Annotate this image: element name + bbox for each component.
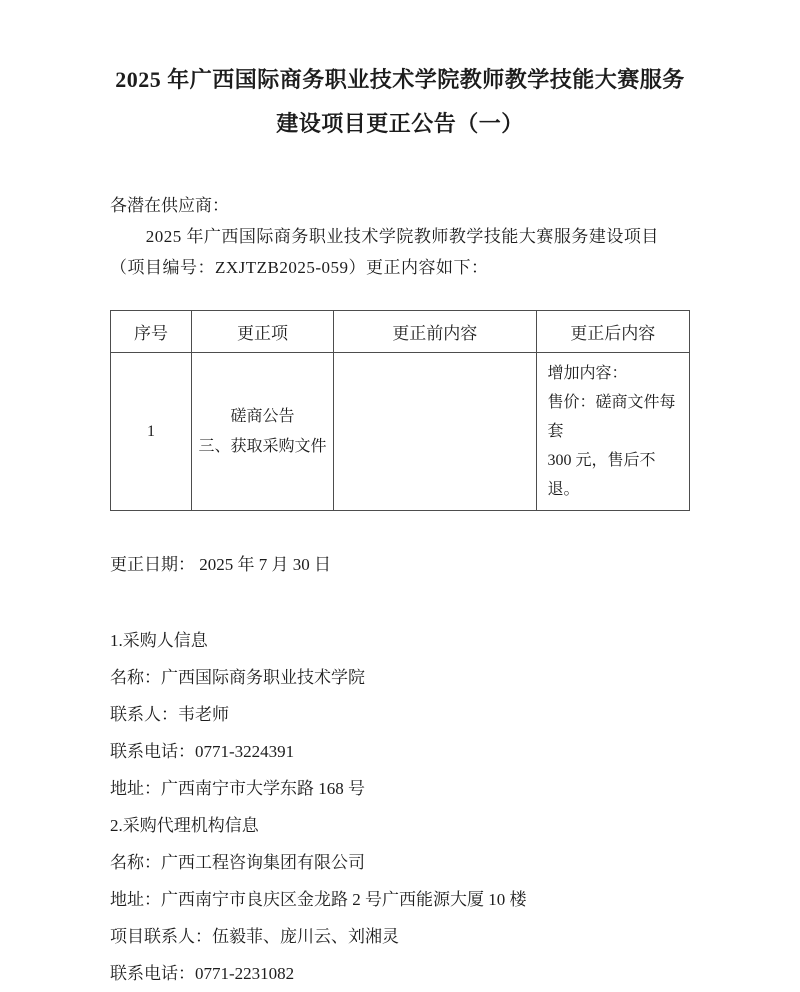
cell-content-after [536,353,689,511]
agency-contacts: 项目联系人：伍毅菲、庞川云、刘湘灵 [110,927,399,946]
contact-info-section [110,622,690,992]
content-after-line: 售价：磋商文件每套 [547,394,676,440]
intro-paragraph: 2025 年广西国际商务职业技术学院教师教学技能大赛服务建设项目（项目编号：ZXJTZB2025-059）更正内容如下： [110,227,659,277]
correction-date: 更正日期： 2025 年 7 月 30 日 [110,555,331,574]
correction-item-line: 磋商公告 [230,407,295,425]
cell-correction-item [192,353,334,511]
purchaser-phone: 联系电话：0771-3224391 [110,742,295,761]
column-header-seq: 序号 [111,311,192,353]
purchaser-contact: 联系人：韦老师 [110,705,229,724]
table-row [111,353,690,511]
correction-table [110,310,690,511]
title-line-2: 建设项目更正公告（一） [276,111,524,136]
table-header-row [111,311,690,353]
salutation: 各潜在供应商： [110,196,229,215]
purchaser-address: 地址：广西南宁市大学东路 168 号 [110,779,365,798]
purchaser-name: 名称：广西国际商务职业技术学院 [110,668,365,687]
column-header-content-before: 更正前内容 [333,311,536,353]
column-header-content-after: 更正后内容 [536,311,689,353]
agency-address: 地址：广西南宁市良庆区金龙路 2 号广西能源大厦 10 楼 [110,890,527,909]
cell-content-before [333,353,536,511]
purchaser-heading: 1.采购人信息 [110,631,208,650]
document-title [110,0,690,146]
agency-name: 名称：广西工程咨询集团有限公司 [110,853,365,872]
title-line-1: 2025 年广西国际商务职业技术学院教师教学技能大赛服务 [115,67,685,92]
agency-heading: 2.采购代理机构信息 [110,816,259,835]
content-after-line: 300 元，售后不退。 [547,452,656,498]
content-after-text [537,353,689,510]
correction-item-line: 三、获取采购文件 [198,437,327,455]
agency-phone: 联系电话：0771-2231082 [110,964,295,983]
cell-seq: 1 [111,353,192,511]
column-header-correction-item: 更正项 [192,311,334,353]
content-after-line: 增加内容： [547,365,628,382]
